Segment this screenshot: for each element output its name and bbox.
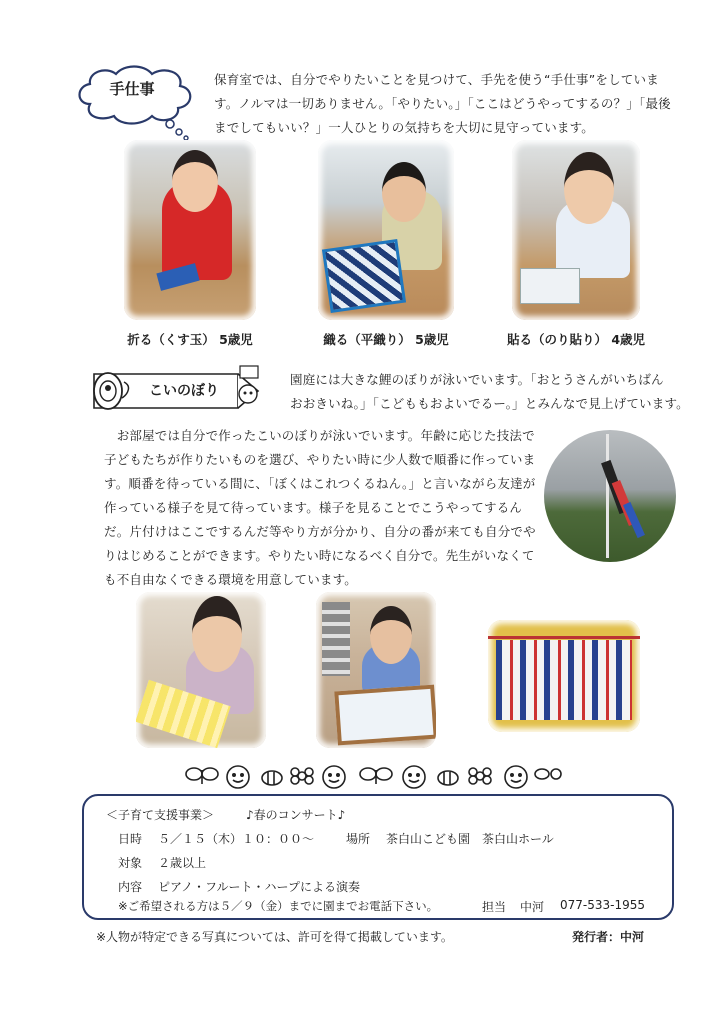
- event-contact-name: 中河: [520, 900, 545, 914]
- child-face-icon: [323, 766, 345, 788]
- event-header: ＜子育て支援事業＞: [106, 808, 215, 822]
- child-face-icon: [505, 766, 527, 788]
- shelf: [322, 602, 350, 676]
- photo-painting-koinobori: [136, 592, 266, 748]
- event-note: ※ご希望される方は５／９（金）までに園までお電話下さい。: [118, 899, 439, 913]
- photo-folding: [124, 140, 256, 320]
- flower-icon: [469, 768, 491, 784]
- weaving-board: [322, 239, 406, 313]
- child-head: [382, 162, 426, 222]
- event-date-value: ５／１５（木）１０：００～: [158, 832, 315, 846]
- event-content-value: ピアノ・フルート・ハープによる演奏: [158, 880, 360, 894]
- handwork-line-3: までしてもいい？」一人ひとりの気持ちを大切に見守っています。: [214, 120, 595, 135]
- butterfly-icon: [186, 768, 218, 784]
- koinobori-intro: [290, 368, 689, 416]
- child-face-icon: [403, 766, 425, 788]
- body-line-7: も不自由なくできる環境を用意しています。: [104, 572, 358, 587]
- event-contact-label: 担当: [482, 900, 507, 914]
- koinobori-intro-line-1: 園庭には大きな鯉のぼりが泳いでいます。「おとうさんがいちばん: [290, 372, 664, 387]
- handwork-title-cloud: [72, 60, 198, 142]
- butterfly-icon: [360, 768, 392, 784]
- koinobori-intro-line-2: おおきいね。」「こどももおよいでるー。」とみんなで見上げています。: [290, 396, 689, 411]
- koinobori-body: [104, 424, 534, 592]
- bee-icon: [438, 771, 458, 785]
- flower-face-bee-icons: [182, 762, 562, 792]
- photo-pasting: [512, 140, 640, 320]
- handwork-line-2: す。ノルマは一切ありません。「やりたい。」「ここはどうやってするの？」「最後: [214, 96, 671, 111]
- photo-weaving: [318, 140, 454, 320]
- event-target-label: 対象: [118, 856, 143, 870]
- child-head: [172, 150, 218, 212]
- rope: [488, 636, 640, 639]
- event-contact-phone: 077-533-1955: [560, 898, 646, 912]
- paper-sheet: [520, 268, 580, 304]
- body-line-2: 子どもたちが作りたいものを選び、やりたい時に少人数で順番に作っていま: [104, 452, 536, 467]
- child-head: [564, 152, 614, 224]
- child-head: [370, 606, 412, 664]
- handwork-title: 手仕事: [109, 80, 155, 98]
- tray: [334, 685, 436, 746]
- flower-icon: [291, 768, 313, 784]
- body-line-3: す。順番を待っている間に、「ぼくはこれつくるねん。」と言いながら友達が: [104, 476, 536, 491]
- privacy-note: ※人物が特定できる写真については、許可を得て掲載しています。: [96, 930, 453, 944]
- photo-koinobori-display: [488, 620, 640, 732]
- handwork-paragraph: [214, 68, 674, 140]
- butterfly-icon: [535, 769, 561, 779]
- photo-garden-koinobori: [544, 430, 676, 562]
- koinobori-title: こいのぼり: [149, 383, 219, 399]
- handwork-line-1: 保育室では、自分でやりたいことを見つけて、手先を使う“手仕事”をしていま: [214, 72, 659, 87]
- child-head: [192, 596, 242, 672]
- body-line-1: お部屋では自分で作ったこいのぼりが泳いでいます。年齢に応じた技法で: [104, 428, 535, 443]
- event-target-value: ２歳以上: [158, 856, 207, 870]
- publisher: 発行者：中河: [572, 930, 645, 944]
- child-face-icon: [227, 766, 249, 788]
- display-banners: [496, 640, 632, 720]
- event-name: ♪春のコンサート♪: [246, 808, 346, 822]
- event-place-label: 場所: [346, 832, 371, 846]
- pole: [606, 434, 609, 558]
- decorative-icon-row: [182, 762, 562, 792]
- caption-weaving: 織る（平織り） 5歳児: [323, 332, 449, 347]
- koinobori-title-banner: [88, 364, 274, 416]
- photo-sticking-koinobori: [316, 592, 436, 748]
- event-place-value: 茶白山こども園 茶白山ホール: [386, 832, 554, 846]
- caption-pasting: 貼る（のり貼り） 4歳児: [506, 332, 646, 347]
- thought-cloud-icon: [72, 60, 198, 142]
- event-date-label: 日時: [118, 832, 143, 846]
- bee-icon: [262, 771, 282, 785]
- caption-folding: 折る（くす玉） 5歳児: [127, 332, 253, 347]
- event-info-box: [82, 794, 674, 920]
- body-line-6: りはじめることができます。やりたい時になるべく自分で。先生がいなくて: [104, 548, 535, 563]
- event-content-label: 内容: [118, 880, 143, 894]
- body-line-4: 作っている様子を見て待っています。様子を見ることでこうやってするん: [104, 500, 523, 515]
- body-line-5: だ。片付けはここでするんだ等やり方が分かり、自分の番が来ても自分でや: [104, 524, 536, 539]
